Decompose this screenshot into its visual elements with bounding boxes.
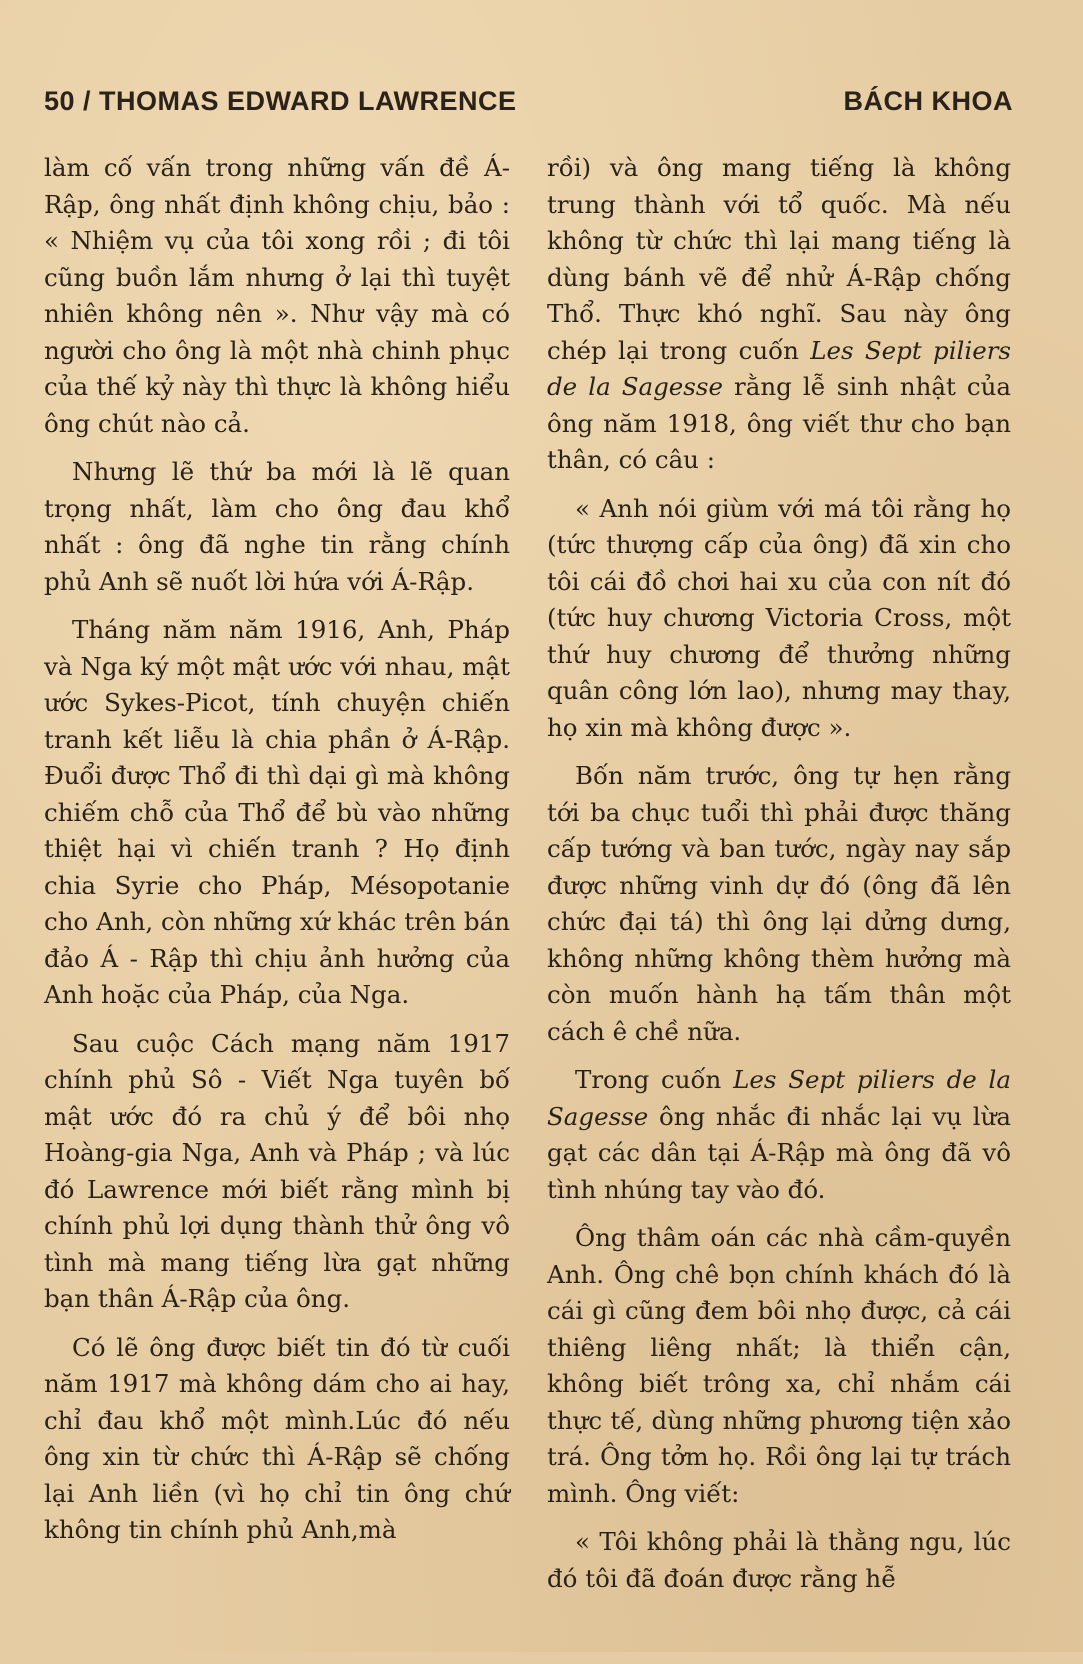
paragraph-text: Trong cuốn xyxy=(575,1065,734,1094)
paragraph: Bốn năm trước, ông tự hẹn rằng tới ba chục tuổi thì phải được thăng cấp tướng và ban tước, ngày nay sắp được những vinh dự đó (ông đã lên chức đại tá) thì ông lại dửng dưng, không những không thèm hưởng mà còn muốn hành hạ tấm thân một cách ê chề nữa. xyxy=(547,761,1011,1046)
paragraph: Ông thâm oán các nhà cầm-quyền Anh. Ông chê bọn chính khách đó là cái gì cũng đem bôi nhọ được, cả cái thiêng liêng nhất; là thiển cận, không biết trông xa, chỉ nhắm cái thực tế, dùng những phương tiện xảo trá. Ông tởm họ. Rồi ông lại tự trách mình. Ông viết: xyxy=(547,1223,1011,1508)
paragraph: Có lẽ ông được biết tin đó từ cuối năm 1917 mà không dám cho ai hay, chỉ đau khổ một mình.Lúc đó nếu ông xin từ chức thì Á-Rập sẽ chống lại Anh liền (vì họ chỉ tin ông chứ không tin chính phủ Anh,mà xyxy=(44,1332,510,1544)
page-bottom-edge xyxy=(0,1652,1083,1664)
paragraph-text: rồi) và ông mang tiếng là không trung thành với tổ quốc. Mà nếu không từ chức thì lại mang tiếng là dùng bánh vẽ để nhử Á-Rập chống Thổ. Thực khó nghĩ. Sau này ông chép lại trong cuốn xyxy=(547,153,1011,365)
right-column xyxy=(547,150,1011,1597)
book-title: Les Sept piliers de la Sagesse xyxy=(547,1065,1011,1131)
running-header xyxy=(44,86,1013,126)
header-right: BÁCH KHOA xyxy=(843,86,1013,116)
paragraph: Tháng năm năm 1916, Anh, Pháp và Nga ký một mật ước với nhau, mật ước Sykes-Picot, tính chuyện chiến tranh kết liễu là chia phần ở Á-Rập. Đuổi được Thổ đi thì dại gì mà không chiếm chỗ của Thổ để bù vào những thiệt hại vì chiến tranh ? Họ định chia Syrie cho Pháp, Mésopotanie cho Anh, còn những xứ khác trên bán đảo Á - Rập thì chịu ảnh hưởng của Anh hoặc của Pháp, của Nga. xyxy=(44,615,510,1009)
paragraph: Nhưng lẽ thứ ba mới là lẽ quan trọng nhất, làm cho ông đau khổ nhất : ông đã nghe tin rằng chính phủ Anh sẽ nuốt lời hứa với Á-Rập. xyxy=(44,457,510,596)
paragraph-text: rằng lễ sinh nhật của ông năm 1918, ông viết thư cho bạn thân, có câu : xyxy=(547,372,1011,474)
paragraph: « Anh nói giùm với má tôi rằng họ (tức thượng cấp của ông) đã xin cho tôi cái đồ chơi hai xu của con nít đó (tức huy chương Victoria Cross, một thứ huy chương để thưởng những quân công lớn lao), nhưng may thay, họ xin mà không được ». xyxy=(547,493,1011,742)
paragraph xyxy=(547,150,1011,479)
paragraph: Sau cuộc Cách mạng năm 1917 chính phủ Sô - Viết Nga tuyên bố mật ước đó ra chủ ý để bôi nhọ Hoàng-gia Nga, Anh và Pháp ; và lúc đó Lawrence mới biết rằng mình bị chính phủ lợi dụng thành thử ông vô tình mà mang tiếng lừa gạt những bạn thân Á-Rập của ông. xyxy=(44,1028,510,1313)
left-column xyxy=(44,150,510,1549)
book-title: Les Sept piliers de la Sagesse xyxy=(547,335,1011,401)
paragraph-text: ông nhắc đi nhắc lại vụ lừa gạt các dân tại Á-Rập mà ông đã vô tình nhúng tay vào đó. xyxy=(547,1101,1011,1204)
paragraph: làm cố vấn trong những vấn đề Á-Rập, ông nhất định không chịu, bảo : « Nhiệm vụ của tôi xong rồi ; đi tôi cũng buồn lắm nhưng ở lại thì tuyệt nhiên không nên ». Như vậy mà có người cho ông là một nhà chinh phục của thế kỷ này thì thực là không hiểu ông chút nào cả. xyxy=(44,153,510,438)
paragraph: « Tôi không phải là thằng ngu, lúc đó tôi đã đoán được rằng hễ xyxy=(547,1527,1011,1593)
paragraph xyxy=(547,1062,1011,1208)
header-left: 50 / THOMAS EDWARD LAWRENCE xyxy=(44,86,517,116)
